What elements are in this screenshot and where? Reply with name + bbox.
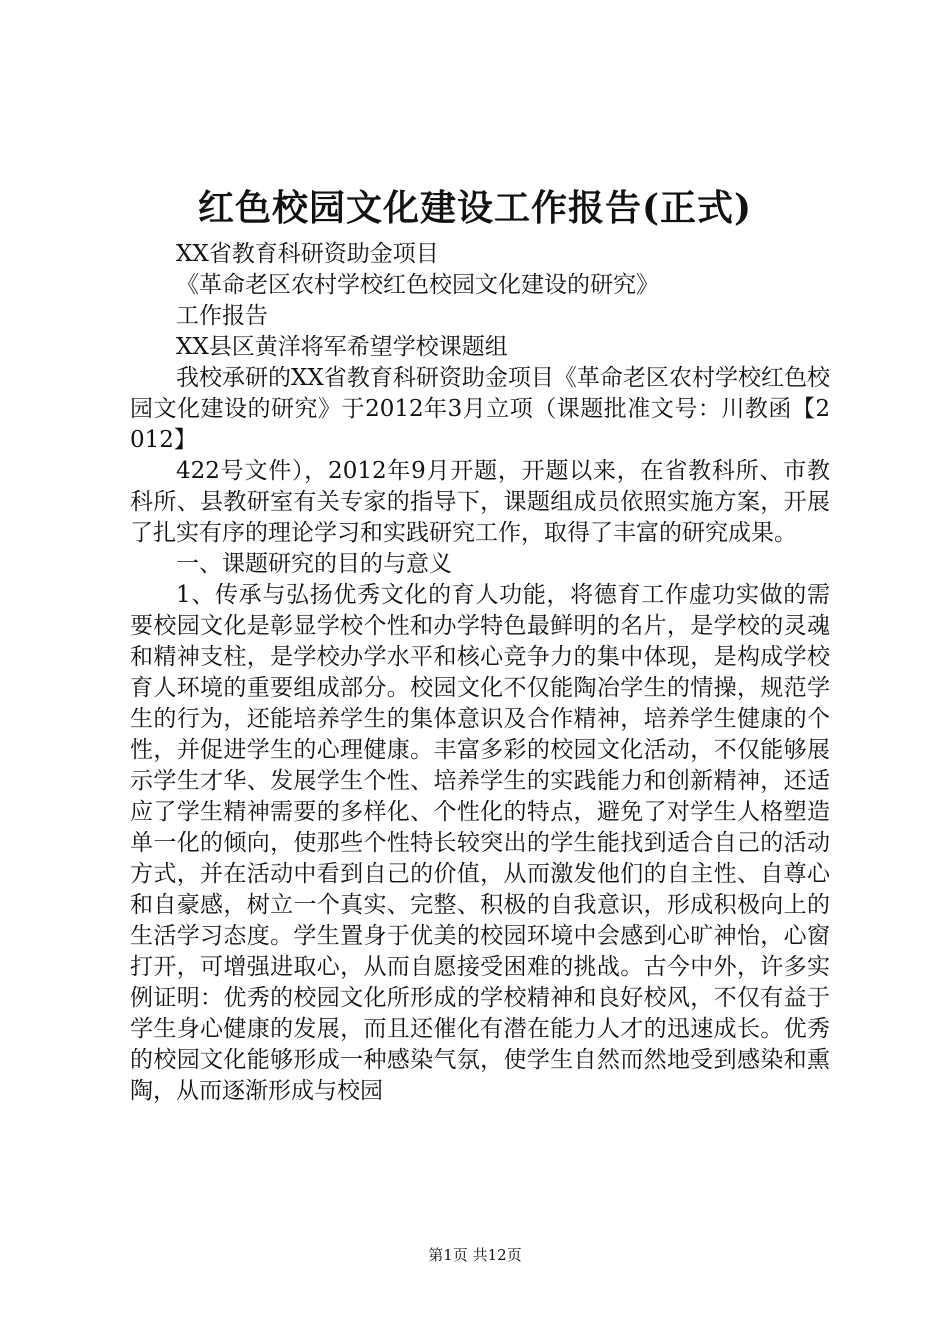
body-paragraph: 422号文件），2012年9月开题，开题以来，在省教科所、市教科所、县教研室有关专家的指导下，课题组成员依照实施方案，开展了扎实有序的理论学习和实践研究工作，取得了丰富的研究成果。 <box>130 458 830 546</box>
body-paragraph: 我校承研的XX省教育科研资助金项目《革命老区农村学校红色校园文化建设的研究》于2012年3月立项（课题批准文号：川教函【2012】 <box>130 365 830 453</box>
report-type: 工作报告 <box>176 303 268 329</box>
body-paragraph: 1、传承与弘扬优秀文化的育人功能，将德育工作虚功实做的需要校园文化是彰显学校个性和办学特色最鲜明的名片，是学校的灵魂和精神支柱，是学校办学水平和核心竞争力的集中体现，是构成学校育人环境的重要组成部分。校园文化不仅能陶冶学生的情操，规范学生的行为，还能培养学生的集体意识及合作精神，培养学生健康的个性，并促进学生的心理健康。丰富多彩的校园文化活动，不仅能够展示学生才华、发展学生个性、培养学生的实践能力和创新精神，还适应了学生精神需要的多样化、个性化的特点，避免了对学生人格塑造单一化的倾向，使那些个性特长较突出的学生能找到适合自己的活动方式，并在活动中看到自己的价值，从而激发他们的自主性、自尊心和自豪感，树立一个真实、完整、积极的自我意识，形成积极向上的生活学习态度。学生置身于优美的校园环境中会感到心旷神怡，心窗打开，可增强进取心，从而自愿接受困难的挑战。古今中外，许多实例证明：优秀的校园文化所形成的学校精神和良好校风，不仅有益于学生身心健康的发展，而且还催化有潜在能力人才的迅速成长。优秀的校园文化能够形成一种感染气氛，使学生自然而然地受到感染和熏陶，从而逐渐形成与校园 <box>130 582 830 1104</box>
project-name: 《革命老区农村学校红色校园文化建设的研究》 <box>176 272 659 298</box>
document-body <box>130 239 830 1107</box>
document-title: 红色校园文化建设工作报告(正式) <box>197 187 753 229</box>
project-line: XX省教育科研资助金项目 <box>176 241 439 267</box>
research-group: XX县区黄洋将军希望学校课题组 <box>176 334 508 360</box>
section-heading: 一、课题研究的目的与意义 <box>176 551 452 577</box>
page-number: 第1页 共12页 <box>428 1246 522 1264</box>
